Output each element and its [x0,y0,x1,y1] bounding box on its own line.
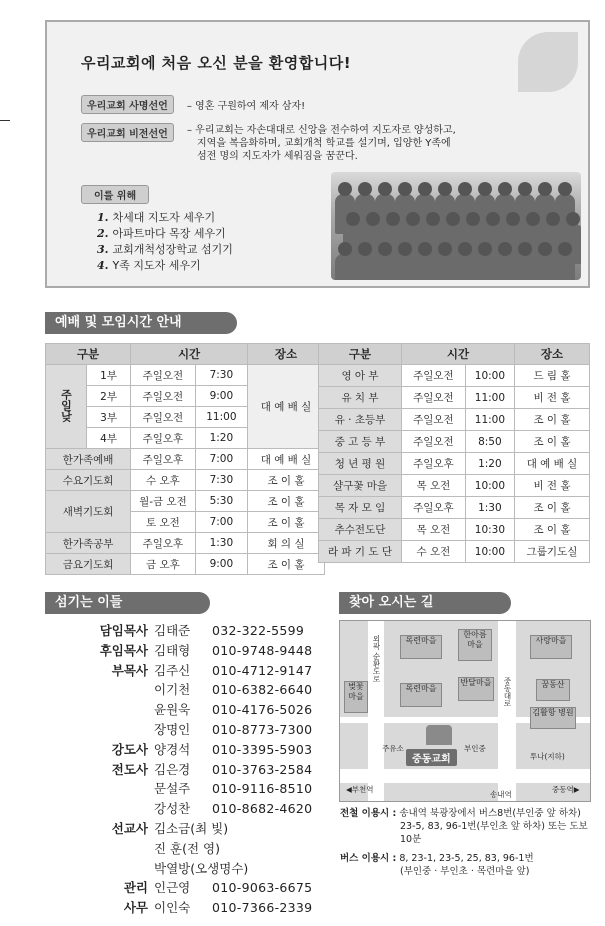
welcome-box [45,20,590,288]
staff-name: 김태준 [154,623,191,638]
table-row [319,475,590,497]
photo-person [558,182,572,196]
time-cell: 7:00 [195,512,247,533]
mission-row [81,94,305,114]
staff-role: 후임목사 [99,642,148,658]
subway-line: 송내역 북광장에서 버스8번(부인중 앞 하차) [399,808,581,819]
place-cell: 조 이 홀 [248,491,325,512]
table-row [319,453,590,475]
staff-phone: 010-8682-4620 [212,801,313,817]
photo-person [498,242,512,256]
name-cell: 유 · 초등부 [319,409,402,431]
schedule-table-right [318,343,590,563]
photo-person [446,212,460,226]
vision-label: 우리교회 비전선언 [81,123,174,142]
day-cell: 목 오전 [402,519,466,541]
map-road-label: 외곽 순환도로 [372,635,381,683]
day-cell: 주일오전 [131,407,196,428]
name-cell: 라 파 기 도 단 [319,541,402,563]
mission-label: 우리교회 사명선언 [81,95,174,114]
name-cell: 추수전도단 [319,519,402,541]
place-cell: 조 이 홀 [248,470,325,491]
staff-role: 강도사 [111,741,148,757]
photo-person [346,212,360,226]
staff-row [54,621,334,641]
photo-person [395,254,415,280]
staff-row [54,819,334,839]
name-cell: 금요기도회 [46,554,131,575]
place-cell: 조 이 홀 [248,554,325,575]
photo-person [358,242,372,256]
bus-line: (부인중 · 부인초 · 목련마을 앞) [400,866,530,877]
prayer-label: 이를 위해 [81,185,149,204]
sunday-label: 주일낮 [46,365,87,449]
photo-person [366,212,380,226]
table-row [319,387,590,409]
map-building: 사랑마을 [530,635,572,659]
part-cell: 4부 [87,428,131,449]
photo-person [358,182,372,196]
map-building: 벚꽃마을 [344,681,368,713]
time-cell: 5:30 [195,491,247,512]
photo-person [378,242,392,256]
staff-name: 김주신 [154,662,191,678]
time-cell: 9:00 [195,386,247,407]
dawn-label: 새벽기도회 [46,491,131,533]
photo-person [338,242,352,256]
bus-line: 8, 23-1, 23-5, 25, 83, 96-1번 [399,853,534,864]
photo-person [546,212,560,226]
day-cell: 수 오후 [131,470,196,491]
photo-person [555,254,575,280]
staff-name: 인근영 [154,880,191,896]
day-cell: 주일오후 [402,497,466,519]
photo-person [518,182,532,196]
staff-phone: 010-8773-7300 [212,722,313,737]
bus-label: 버스 이용시 : [340,853,397,864]
time-cell: 10:00 [465,365,514,387]
map-label: ◀부천역 [346,785,374,794]
place-cell: 조 이 홀 [515,519,590,541]
day-cell: 주일오전 [402,409,466,431]
name-cell: 청 년 평 원 [319,453,402,475]
photo-person [415,254,435,280]
time-cell: 8:50 [465,431,514,453]
directions-header: 찾아 오시는 길 [339,592,511,614]
place-cell: 그룹기도실 [515,541,590,563]
map-building: 꿈동산 [536,679,570,701]
subway-label: 전철 이용시 : [340,808,397,819]
photo-person [495,254,515,280]
leaf-decoration [518,32,578,92]
map-label: 중동역▶ [552,785,580,794]
name-cell: 한가족공부 [46,533,131,554]
staff-phone: 010-4176-5026 [212,702,313,718]
staff-row [54,898,334,918]
time-cell: 11:00 [465,409,514,431]
photo-person [526,212,540,226]
photo-person [438,242,452,256]
photo-person [466,212,480,226]
name-cell: 유 치 부 [319,387,402,409]
time-cell: 1:30 [465,497,514,519]
photo-person [475,254,495,280]
time-cell: 10:00 [465,541,514,563]
photo-person [335,254,355,280]
map-road-label: 중동대로 [503,677,512,707]
col-header: 장소 [248,344,325,365]
photo-person [506,212,520,226]
photo-person [398,182,412,196]
photo-person [535,254,555,280]
col-header: 시간 [131,344,248,365]
vision-row [81,122,174,142]
place-cell: 대 예 배 실 [515,453,590,475]
place-cell: 비 전 홀 [515,475,590,497]
vision-line: – 우리교회는 자손대대로 신앙을 전수하여 지도자로 양성하고, [187,125,456,136]
prayer-item: 2. 아파트마다 목장 세우기 [97,227,226,240]
staff-phone: 010-9116-8510 [212,781,313,797]
mission-text: – 영혼 구원하여 제자 삼자! [186,101,306,112]
staff-row [54,839,334,859]
photo-person [518,242,532,256]
staff-row [54,720,334,740]
time-cell: 7:00 [195,449,247,470]
table-row [319,365,590,387]
photo-person [398,242,412,256]
photo-person [478,182,492,196]
church-icon [426,725,452,745]
name-cell: 샬구꽃 마을 [319,475,402,497]
staff-role: 부목사 [111,662,148,678]
staff-phone: 010-9748-9448 [212,642,313,658]
map-label: 송내역 [490,790,512,799]
staff-row [54,641,334,661]
place-cell: 조 이 홀 [248,512,325,533]
time-cell: 1:30 [195,533,247,554]
place-cell: 대 예 배 실 [248,365,325,449]
photo-person [455,254,475,280]
staff-role: 담임목사 [99,623,148,638]
location-map [339,620,591,802]
day-cell: 주일오후 [131,533,196,554]
day-cell: 금 오후 [131,554,196,575]
prayer-item: 4. Y족 지도자 세우기 [97,259,201,272]
photo-person [566,212,580,226]
staff-row [54,878,334,898]
staff-name: 문설주 [154,781,191,797]
map-label: 부인중 [464,744,486,753]
map-label: 투나(지하) [530,752,565,761]
part-cell: 3부 [87,407,131,428]
subway-line: 23-5, 83, 96-1번(부인초 앞 하차) 또는 도보 10분 [400,821,588,845]
place-cell: 드 림 홀 [515,365,590,387]
staff-name: 박열방(오생명수) [154,860,249,876]
photo-person [418,242,432,256]
part-cell: 2부 [87,386,131,407]
staff-row [54,740,334,760]
day-cell: 주일오전 [131,365,196,386]
photo-person [378,182,392,196]
place-cell: 조 이 홀 [515,497,590,519]
staff-header: 섬기는 이들 [45,592,210,614]
vision-text [187,124,487,163]
photo-person [375,254,395,280]
photo-person [538,182,552,196]
staff-phone: 010-6382-6640 [212,682,313,698]
staff-phone: 010-3763-2584 [212,761,313,777]
photo-person [438,182,452,196]
day-cell: 월-금 오전 [131,491,196,512]
photo-person [418,182,432,196]
name-cell: 목 자 모 임 [319,497,402,519]
staff-row [54,700,334,720]
church-label: 중동교회 [406,749,457,766]
day-cell: 토 오전 [131,512,196,533]
table-row [319,497,590,519]
name-cell: 수요기도회 [46,470,131,491]
group-photo [331,172,581,280]
time-cell: 7:30 [195,365,247,386]
margin-rule [0,120,10,121]
time-cell: 11:00 [195,407,247,428]
staff-name: 양경석 [154,741,191,757]
photo-person [478,242,492,256]
day-cell: 주일오후 [131,428,196,449]
table-row [319,519,590,541]
table-row [319,541,590,563]
photo-person [538,242,552,256]
photo-person [426,212,440,226]
staff-phone: 032-322-5599 [212,623,305,638]
place-cell: 비 전 홀 [515,387,590,409]
time-cell: 7:30 [195,470,247,491]
day-cell: 주일오전 [131,386,196,407]
photo-person [498,182,512,196]
map-label: 주유소 [382,744,404,753]
staff-role: 관리 [123,880,148,896]
photo-person [486,212,500,226]
day-cell: 주일오후 [402,453,466,475]
time-cell: 1:20 [465,453,514,475]
staff-row [54,799,334,819]
prayer-item: 1. 차세대 지도자 세우기 [97,211,216,224]
staff-name: 김태형 [154,642,191,658]
staff-name: 진 훈(전 영) [154,840,221,856]
table-row [319,431,590,453]
photo-person [386,212,400,226]
time-cell: 11:00 [465,387,514,409]
photo-person [558,242,572,256]
time-cell: 10:00 [465,475,514,497]
staff-name: 이기천 [154,682,191,698]
staff-row [54,779,334,799]
vision-line: 섬전 명의 지도자가 세워짐을 꿈꾼다. [197,151,358,162]
staff-row [54,760,334,780]
place-cell: 조 이 홀 [515,409,590,431]
staff-row [54,661,334,681]
staff-role: 사무 [123,900,148,916]
part-cell: 1부 [87,365,131,386]
col-header: 시간 [402,344,515,365]
photo-person [406,212,420,226]
photo-person [435,254,455,280]
map-building: 반달마을 [458,677,494,701]
place-cell: 회 의 실 [248,533,325,554]
staff-phone: 010-4712-9147 [212,662,313,678]
vision-line: 지역을 복음화하며, 교회개척 학교를 설기며, 입양한 Y족에 [197,138,451,149]
schedule-header: 예배 및 모임시간 안내 [45,312,237,334]
prayer-block [81,184,233,274]
staff-name: 이인숙 [154,900,191,916]
directions-text [340,807,600,878]
welcome-title: 우리교회에 처음 오신 분을 환영합니다! [81,54,352,72]
staff-row [54,680,334,700]
col-header: 구분 [46,344,131,365]
photo-person [458,182,472,196]
map-building: 김활항 병원 [530,707,576,729]
photo-person [515,254,535,280]
map-building: 한아름 마을 [458,629,492,661]
staff-name: 윤원욱 [154,702,191,718]
day-cell: 수 오전 [402,541,466,563]
staff-name: 강성찬 [154,801,191,817]
place-cell: 조 이 홀 [515,431,590,453]
day-cell: 주일오전 [402,387,466,409]
staff-phone: 010-7366-2339 [212,900,313,916]
staff-role: 전도사 [111,761,148,777]
staff-phone: 010-9063-6675 [212,880,313,896]
place-cell: 대 예 배 실 [248,449,325,470]
prayer-item: 3. 교회개척성장학교 섬기기 [97,243,233,256]
staff-name: 김은경 [154,761,191,777]
name-cell: 중 고 등 부 [319,431,402,453]
day-cell: 주일오전 [402,431,466,453]
name-cell: 영 아 부 [319,365,402,387]
map-building: 목련마을 [400,635,442,659]
time-cell: 1:20 [195,428,247,449]
staff-row [54,859,334,879]
col-header: 장소 [515,344,590,365]
staff-phone: 010-3395-5903 [212,741,313,757]
staff-role: 선교사 [111,821,148,836]
day-cell: 주일오전 [402,365,466,387]
col-header: 구분 [319,344,402,365]
name-cell: 한가족예배 [46,449,131,470]
day-cell: 주일오후 [131,449,196,470]
staff-name: 장명인 [154,722,191,737]
time-cell: 10:30 [465,519,514,541]
staff-name: 김소금(최 빛) [154,821,229,836]
photo-person [355,254,375,280]
schedule-table-left [45,343,325,575]
time-cell: 9:00 [195,554,247,575]
day-cell: 목 오전 [402,475,466,497]
table-row [319,409,590,431]
map-building: 목련마을 [400,683,442,707]
photo-person [338,182,352,196]
photo-person [458,242,472,256]
